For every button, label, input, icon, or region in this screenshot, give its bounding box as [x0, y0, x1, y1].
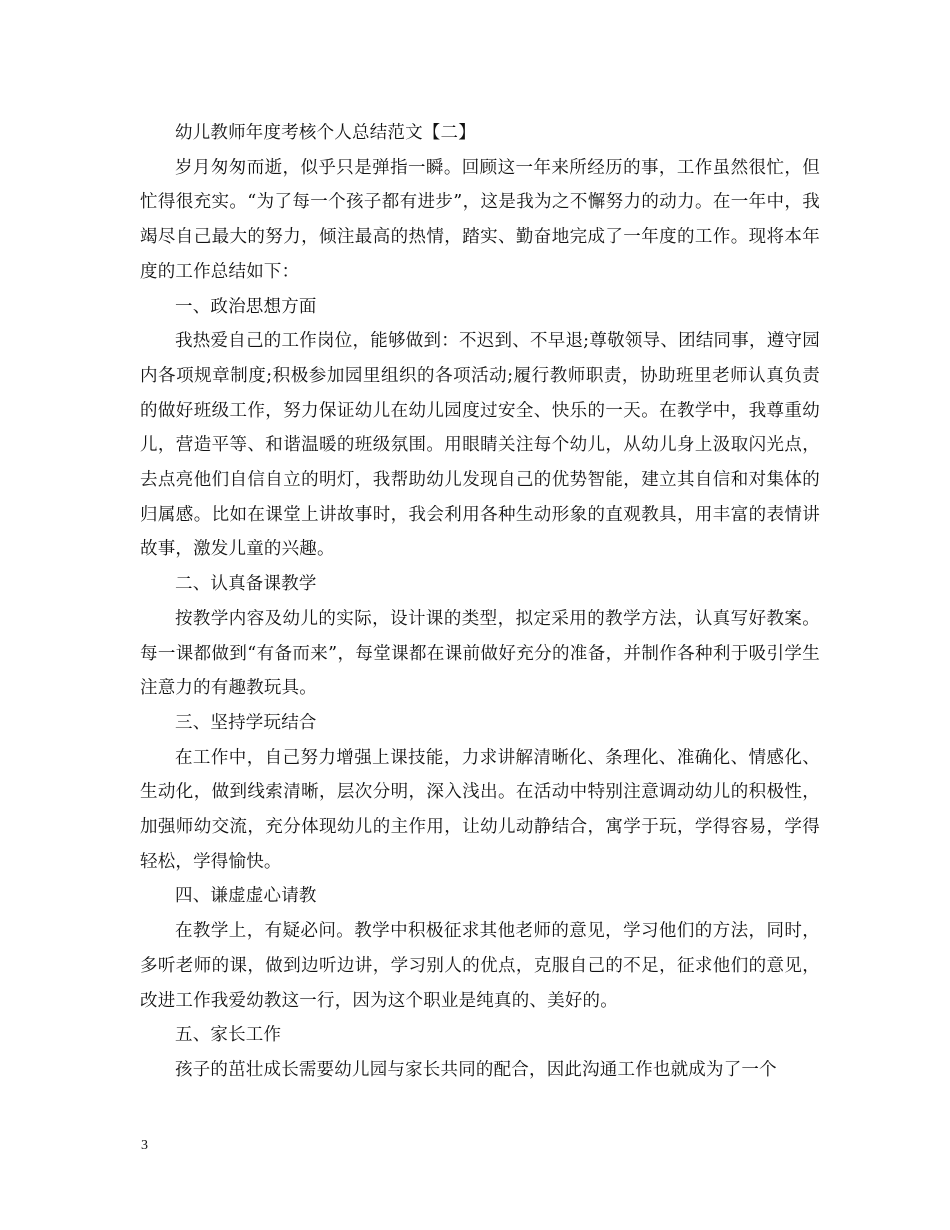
document-body [140, 116, 820, 1088]
section-body-humble-learning: 在教学上，有疑必问。教学中积极征求其他老师的意见，学习他们的方法，同时，多听老师的课，做到边听边讲，学习别人的优点，克服自己的不足，征求他们的意见，改进工作我爱幼教这一行，因为这个职业是纯真的、美好的。 [140, 921, 820, 1011]
section-body-politics: 我热爱自己的工作岗位，能够做到：不迟到、不早退;尊敬领导、团结同事，遵守园内各项规章制度;积极参加园里组织的各项活动;履行教师职责，协助班里老师认真负责的做好班级工作，努力保证幼儿在幼儿园度过安全、快乐的一天。在教学中，我尊重幼儿，营造平等、和谐温暖的班级氛围。用眼睛关注每个幼儿，从幼儿身上汲取闪光点，去点亮他们自信自立的明灯，我帮助幼儿发现自己的优势智能，建立其自信和对集体的归属感。比如在课堂上讲故事时，我会利用各种生动形象的直观教具，用丰富的表情讲故事，激发儿童的兴趣。 [140, 331, 820, 560]
section-body-parent-work: 孩子的茁壮成长需要幼儿园与家长共同的配合，因此沟通工作也就成为了一个 [175, 1059, 777, 1080]
section-heading-humble-learning: 四、谦虚虚心请教 [175, 886, 317, 907]
intro-paragraph: 岁月匆匆而逝，似乎只是弹指一瞬。回顾这一年来所经历的事，工作虽然很忙，但忙得很充实。“为了每一个孩子都有进步”，这是我为之不懈努力的动力。在一年中，我竭尽自己最大的努力，倾注最高的热情，踏实、勤奋地完成了一年度的工作。现将本年度的工作总结如下： [140, 157, 820, 282]
section-body-lesson-prep: 按教学内容及幼儿的实际，设计课的类型，拟定采用的教学方法，认真写好教案。每一课都做到“有备而来”，每堂课都在课前做好充分的准备，并制作各种利于吸引学生注意力的有趣教玩具。 [140, 608, 820, 699]
section-heading-learn-play: 三、坚持学玩结合 [175, 712, 317, 733]
page-number: 3 [141, 1138, 148, 1153]
section-body-learn-play: 在工作中，自己努力增强上课技能，力求讲解清晰化、条理化、准确化、情感化、生动化，做到线索清晰，层次分明，深入浅出。在活动中特别注意调动幼儿的积极性，加强师幼交流，充分体现幼儿的主作用，让幼儿动静结合，寓学于玩，学得容易，学得轻松，学得愉快。 [140, 747, 820, 872]
section-heading-parent-work: 五、家长工作 [175, 1025, 282, 1046]
document-title: 幼儿教师年度考核个人总结范文【二】 [175, 123, 476, 143]
section-heading-politics: 一、政治思想方面 [175, 296, 317, 317]
section-heading-lesson-prep: 二、认真备课教学 [175, 574, 317, 595]
